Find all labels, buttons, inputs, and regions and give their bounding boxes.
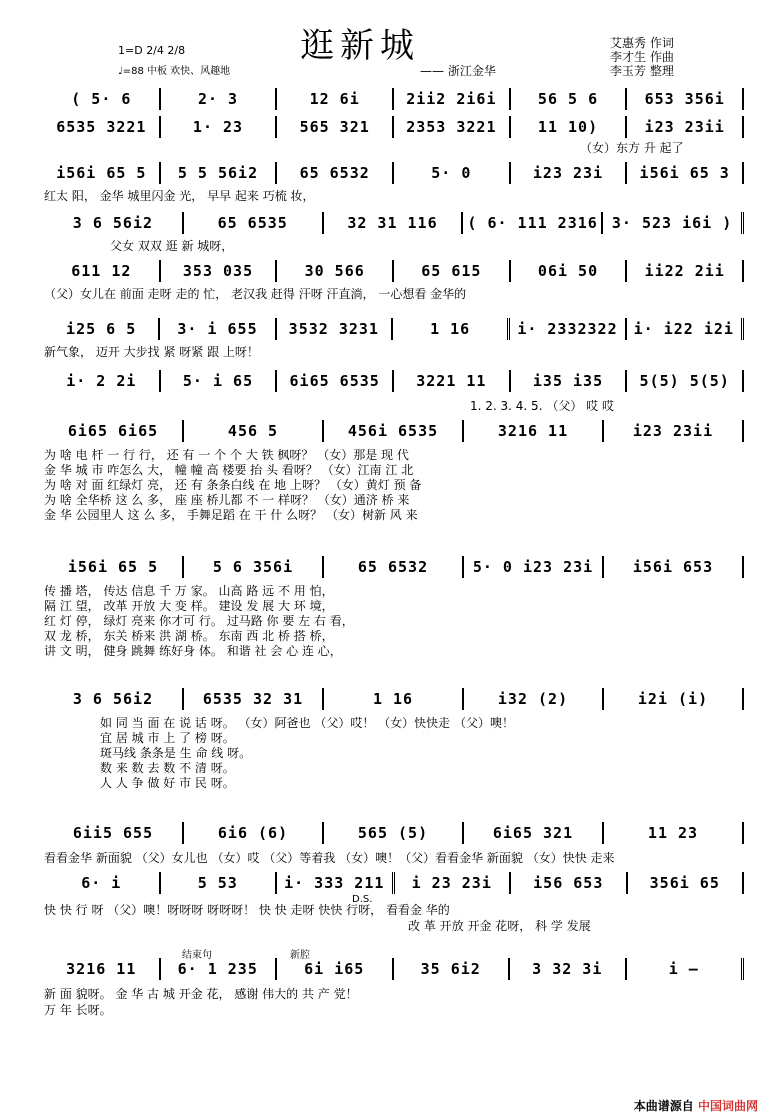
measure: 6535 3221 xyxy=(44,116,161,138)
verse-line: 金 华 公园里人 这 么 多， 手舞足蹈 在 干 什 么呀？ （女）树新 风 来 xyxy=(44,508,418,522)
music-line-10 xyxy=(44,688,744,710)
measure: ( 6· 111 2316 xyxy=(463,212,603,234)
measure: i56i 65 5 xyxy=(44,556,184,578)
ds-marker: D.S. xyxy=(352,894,373,905)
song-title: 逛新城 xyxy=(300,26,420,66)
measure: i2i (i) xyxy=(604,688,744,710)
measure: i23 23ii xyxy=(627,116,744,138)
time-signature-a: 2/4 xyxy=(146,44,164,57)
measure: 3216 11 xyxy=(44,958,161,980)
verse-line: 人 人 争 做 好 市 民 呀。 xyxy=(100,776,235,790)
measure: 3· i 655 xyxy=(160,318,276,340)
lyric-line-11: 看看金华 新面貌 （父）女儿也 （女）哎 （父）等着我 （女）噢！（父）看看金华 新面貌 （女）快快 走来 xyxy=(44,851,615,865)
measure: 3532 3231 xyxy=(277,318,393,340)
measure: 11 10) xyxy=(511,116,628,138)
verse-block-3 xyxy=(100,716,744,791)
measure: 3 6 56i2 xyxy=(44,688,184,710)
measure: 65 6532 xyxy=(277,162,394,184)
composer-credit: 李才生 作曲 xyxy=(610,50,674,64)
measure: ii22 2ii xyxy=(627,260,744,282)
measure: 65 6535 xyxy=(184,212,324,234)
measure: 6i65 6535 xyxy=(277,370,394,392)
verse-line: 数 来 数 去 数 不 清 呀。 xyxy=(100,761,235,775)
verse-line: 为 啥 电 杆 一 行 行， 还 有 一 个 个 大 铁 枫呀？ （女）那是 现 代 xyxy=(44,448,409,462)
lyric-line-13a: 新 面 貌呀。 金 华 古 城 开金 花， 感谢 伟大的 共 产 党！ xyxy=(44,987,358,1001)
measure: 12 6i xyxy=(277,88,394,110)
measure: 3221 11 xyxy=(394,370,511,392)
measure: 2· 3 xyxy=(161,88,278,110)
measure: 6i6 (6) xyxy=(184,822,324,844)
measure: i32 (2) xyxy=(464,688,604,710)
footer-source-label: 本曲谱源自 xyxy=(633,1099,694,1113)
music-line-7 xyxy=(44,370,744,392)
measure: i23 23i xyxy=(511,162,628,184)
lyric-line-12b: 改 革 开放 开金 花呀， 科 学 发展 xyxy=(408,919,591,933)
verse-line: 双 龙 桥， 东关 桥来 洪 湖 桥。 东南 西 北 桥 搭 桥， xyxy=(44,629,334,643)
measure: 5(5) 5(5) xyxy=(627,370,744,392)
measure: 6ii5 655 xyxy=(44,822,184,844)
music-line-13 xyxy=(44,958,744,980)
lyric-line-12a: 快 快 行 呀 （父）噢！呀呀呀 呀呀呀！ 快 快 走呀 快快 行呀， 看看金 华的 xyxy=(44,903,450,917)
arranger-credit: 李玉芳 整理 xyxy=(610,64,674,78)
verse-line: 传 播 塔， 传达 信息 千 万 家。 山高 路 远 不 用 怕， xyxy=(44,584,334,598)
footer-site-link[interactable]: 中国词曲网 xyxy=(697,1099,758,1113)
measure: 565 (5) xyxy=(324,822,464,844)
music-line-9 xyxy=(44,556,744,578)
measure: 65 615 xyxy=(394,260,511,282)
music-line-11 xyxy=(44,822,744,844)
measure: 30 566 xyxy=(277,260,394,282)
measure: 6i i65 xyxy=(277,958,394,980)
measure: 611 12 xyxy=(44,260,161,282)
measure: 2353 3221 xyxy=(394,116,511,138)
music-line-2 xyxy=(44,116,744,138)
measure: 353 035 xyxy=(161,260,278,282)
lyricist-credit: 艾惠秀 作词 xyxy=(610,36,674,50)
lyric-line-5: （父）女儿在 前面 走呀 走的 忙， 老汉我 赶得 汗呀 汗直淌， 一心想看 金华的 xyxy=(44,287,467,301)
music-line-5 xyxy=(44,260,744,282)
measure: 1· 23 xyxy=(161,116,278,138)
new-tone-marker: 新腔 xyxy=(290,950,310,961)
measure: i25 6 5 xyxy=(44,318,160,340)
footer-source xyxy=(634,1097,758,1114)
measure: 5· i 65 xyxy=(161,370,278,392)
measure: i· 2332322 xyxy=(510,318,626,340)
measure: i — xyxy=(627,958,745,980)
music-line-6 xyxy=(44,318,744,340)
measure: i23 23ii xyxy=(604,420,744,442)
music-line-4 xyxy=(44,212,744,234)
measure: 32 31 116 xyxy=(324,212,464,234)
measure: 456 5 xyxy=(184,420,324,442)
measure: i56i 65 3 xyxy=(627,162,744,184)
measure: i· i22 i2i xyxy=(627,318,744,340)
measure: 653 356i xyxy=(627,88,744,110)
credits xyxy=(610,36,674,78)
measure: 3 32 3i xyxy=(510,958,627,980)
repeat-note: 1. 2. 3. 4. 5. （父） 哎 哎 xyxy=(470,399,614,413)
measure: i56i 653 xyxy=(604,556,744,578)
music-line-8 xyxy=(44,420,744,442)
measure: 6i65 321 xyxy=(464,822,604,844)
measure: 5· 0 xyxy=(394,162,511,184)
measure: 11 23 xyxy=(604,822,744,844)
verse-line: 金 华 城 市 咋怎么 大， 幢 幢 高 楼要 抬 头 看呀？ （女）江南 江 北 xyxy=(44,463,414,477)
measure: 3· 523 i6i ) xyxy=(603,212,744,234)
measure: 6535 32 31 xyxy=(184,688,324,710)
song-subtitle: —— 浙江金华 xyxy=(420,64,496,78)
verse-line: 斑马线 条条是 生 命 线 呀。 xyxy=(100,746,252,760)
time-signature-b: 2/8 xyxy=(167,44,186,57)
key-label: 1=D xyxy=(118,44,143,57)
measure: 6· i xyxy=(44,872,161,894)
measure: i· 2 2i xyxy=(44,370,161,392)
measure: 56 5 6 xyxy=(511,88,628,110)
measure: 2ii2 2i6i xyxy=(394,88,511,110)
verse-line: 宜 居 城 市 上 了 榜 呀。 xyxy=(100,731,235,745)
measure: 456i 6535 xyxy=(324,420,464,442)
verse-line: 为 啥 对 面 红绿灯 亮， 还 有 条条白线 在 地 上呀？ （女）黄灯 预 备 xyxy=(44,478,422,492)
end-segment-marker: 结束句 xyxy=(182,950,212,961)
music-line-3 xyxy=(44,162,744,184)
measure: 356i 65 xyxy=(628,872,745,894)
lyric-line-6: 新气象， 迈开 大步找 紧 呀紧 跟 上呀！ xyxy=(44,345,259,359)
verse-line: 红 灯 停， 绿灯 亮来 你才可 行。 过马路 你 要 左 右 看， xyxy=(44,614,354,628)
music-line-1 xyxy=(44,88,744,110)
verse-line: 讲 文 明， 健身 跳舞 练好身 体。 和谐 社 会 心 连 心， xyxy=(44,644,342,658)
verse-block-2 xyxy=(44,584,744,659)
measure: 06i 50 xyxy=(511,260,628,282)
measure: 6· 1 235 xyxy=(161,958,278,980)
lyric-line-13b: 万 年 长呀。 xyxy=(44,1003,112,1017)
measure: 5 6 356i xyxy=(184,556,324,578)
verse-line: 隔 江 望， 改革 开放 大 变 样。 建设 发 展 大 环 境， xyxy=(44,599,334,613)
measure: i· 333 211 xyxy=(277,872,395,894)
lyric-line-4: 父女 双双 逛 新 城呀， xyxy=(110,239,234,253)
verse-line: 为 啥 全华桥 这 么 多， 座 座 桥儿都 不 一 样呀？ （女）通济 桥 来 xyxy=(44,493,410,507)
measure: 1 16 xyxy=(393,318,510,340)
tempo-marking: ♩=88 中板 欢快、风趣地 xyxy=(118,66,231,77)
lyric-line-2: （女）东方 升 起了 xyxy=(580,141,684,155)
measure: 5· 0 i23 23i xyxy=(464,556,604,578)
measure: 1 16 xyxy=(324,688,464,710)
measure: i56i 65 5 xyxy=(44,162,161,184)
measure: i56 653 xyxy=(511,872,628,894)
measure: 65 6532 xyxy=(324,556,464,578)
measure: i 23 23i xyxy=(395,872,512,894)
measure: 35 6i2 xyxy=(394,958,511,980)
verse-block-1 xyxy=(44,448,744,523)
measure: i35 i35 xyxy=(511,370,628,392)
measure: ( 5· 6 xyxy=(44,88,161,110)
key-signature xyxy=(118,44,185,57)
lyric-line-3: 红太 阳， 金华 城里闪金 光， 早早 起来 巧梳 妆， xyxy=(44,189,315,203)
measure: 5 53 xyxy=(161,872,278,894)
measure: 3 6 56i2 xyxy=(44,212,184,234)
measure: 565 321 xyxy=(277,116,394,138)
measure: 6i65 6i65 xyxy=(44,420,184,442)
verse-line: 如 同 当 面 在 说 话 呀。 （女）阿爸也 （父）哎！ （女）快快走 （父）噢！ xyxy=(100,716,514,730)
measure: 5 5 56i2 xyxy=(161,162,278,184)
measure: 3216 11 xyxy=(464,420,604,442)
music-line-12 xyxy=(44,872,744,894)
